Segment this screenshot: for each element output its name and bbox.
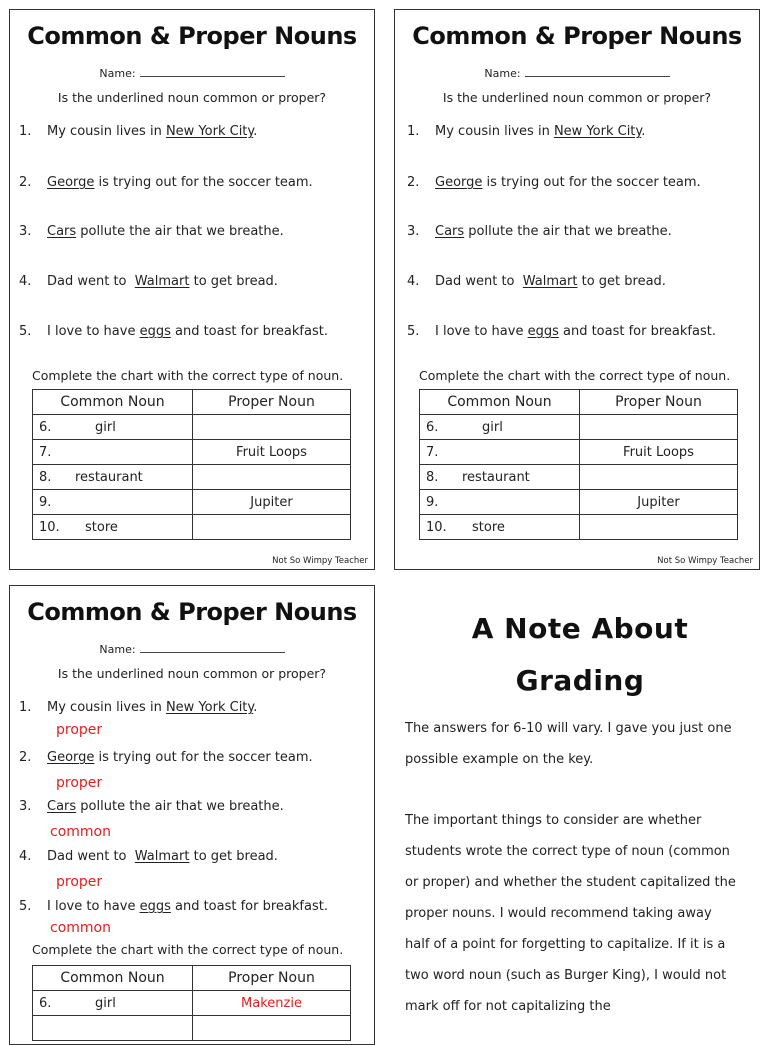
question-2: 2. George is trying out for the soccer team. bbox=[19, 750, 313, 765]
worksheet-title: Common & Proper Nouns bbox=[27, 22, 357, 50]
note-title-line-2: Grading bbox=[515, 664, 645, 697]
worksheet-title: Common & Proper Nouns bbox=[27, 598, 357, 626]
note-title-line-1: A Note About bbox=[471, 612, 689, 645]
question-4: 4. Dad went to Walmart to get bread. bbox=[19, 849, 278, 864]
chart-instructions: Complete the chart with the correct type of noun. bbox=[32, 368, 344, 383]
question-3: 3. Cars pollute the air that we breathe. bbox=[407, 224, 672, 239]
question-2: 2. George is trying out for the soccer team. bbox=[407, 175, 701, 190]
name-field: Name: bbox=[395, 66, 759, 80]
table-row: 8. restaurant bbox=[33, 465, 351, 490]
question-4: 4. Dad went to Walmart to get bread. bbox=[19, 274, 278, 289]
noun-chart: Common Noun Proper Noun 6. girl 7. Fruit Loops 8. restaurant 9. Jupiter 10. store bbox=[419, 389, 738, 540]
noun-chart: Common Noun Proper Noun 6. girl Makenzie bbox=[32, 965, 351, 1041]
table-row bbox=[33, 1016, 351, 1041]
worksheet-card-1 bbox=[9, 9, 375, 570]
answer-3: common bbox=[50, 824, 111, 840]
question-5: 5. I love to have eggs and toast for breakfast. bbox=[407, 324, 716, 339]
table-row: 10. store bbox=[420, 515, 738, 540]
chart-instructions: Complete the chart with the correct type of noun. bbox=[419, 368, 731, 383]
instructions: Is the underlined noun common or proper? bbox=[57, 90, 327, 105]
question-1: 1. My cousin lives in New York City. bbox=[19, 124, 258, 139]
question-1: 1. My cousin lives in New York City. bbox=[19, 700, 258, 715]
answer-key-card bbox=[9, 585, 375, 1045]
credit-text: Not So Wimpy Teacher bbox=[272, 556, 368, 566]
question-2: 2. George is trying out for the soccer team. bbox=[19, 175, 313, 190]
worksheet-card-2 bbox=[394, 9, 760, 570]
worksheet-title: Common & Proper Nouns bbox=[412, 22, 742, 50]
answer-5: common bbox=[50, 920, 111, 936]
answer-4: proper bbox=[56, 874, 103, 890]
credit-text: Not So Wimpy Teacher bbox=[657, 556, 753, 566]
question-4: 4. Dad went to Walmart to get bread. bbox=[407, 274, 666, 289]
question-5: 5. I love to have eggs and toast for breakfast. bbox=[19, 899, 328, 914]
table-row: 6. girl bbox=[33, 415, 351, 440]
answer-1: proper bbox=[56, 722, 103, 738]
note-paragraph-1: The answers for 6-10 will vary. I gave you just one possible example on the key. bbox=[405, 721, 732, 767]
table-row: 7. Fruit Loops bbox=[33, 440, 351, 465]
table-row: 8. restaurant bbox=[420, 465, 738, 490]
question-3: 3. Cars pollute the air that we breathe. bbox=[19, 799, 284, 814]
instructions: Is the underlined noun common or proper? bbox=[57, 666, 327, 681]
answer-2: proper bbox=[56, 775, 103, 791]
chart-instructions: Complete the chart with the correct type of noun. bbox=[32, 942, 344, 957]
table-row: 6. girl bbox=[420, 415, 738, 440]
note-paragraph-2: The important things to consider are whether students wrote the correct type of noun (common or proper) and whether the student capitalized the proper nouns. I would recommend taking away half of a point for forgetting to capitalize. If it is a two word noun (such as Burger King), I would not mark off for not capitalizing the bbox=[405, 813, 736, 1014]
table-row: 10. store bbox=[33, 515, 351, 540]
table-row: 6. girl Makenzie bbox=[33, 991, 351, 1016]
name-field: Name: bbox=[10, 642, 374, 656]
table-row: 9. Jupiter bbox=[420, 490, 738, 515]
table-row: 9. Jupiter bbox=[33, 490, 351, 515]
noun-chart: Common Noun Proper Noun 6. girl 7. Fruit Loops 8. restaurant 9. Jupiter 10. store bbox=[32, 389, 351, 540]
name-field: Name: bbox=[10, 66, 374, 80]
table-row: 7. Fruit Loops bbox=[420, 440, 738, 465]
question-1: 1. My cousin lives in New York City. bbox=[407, 124, 646, 139]
question-3: 3. Cars pollute the air that we breathe. bbox=[19, 224, 284, 239]
instructions: Is the underlined noun common or proper? bbox=[442, 90, 712, 105]
question-5: 5. I love to have eggs and toast for breakfast. bbox=[19, 324, 328, 339]
